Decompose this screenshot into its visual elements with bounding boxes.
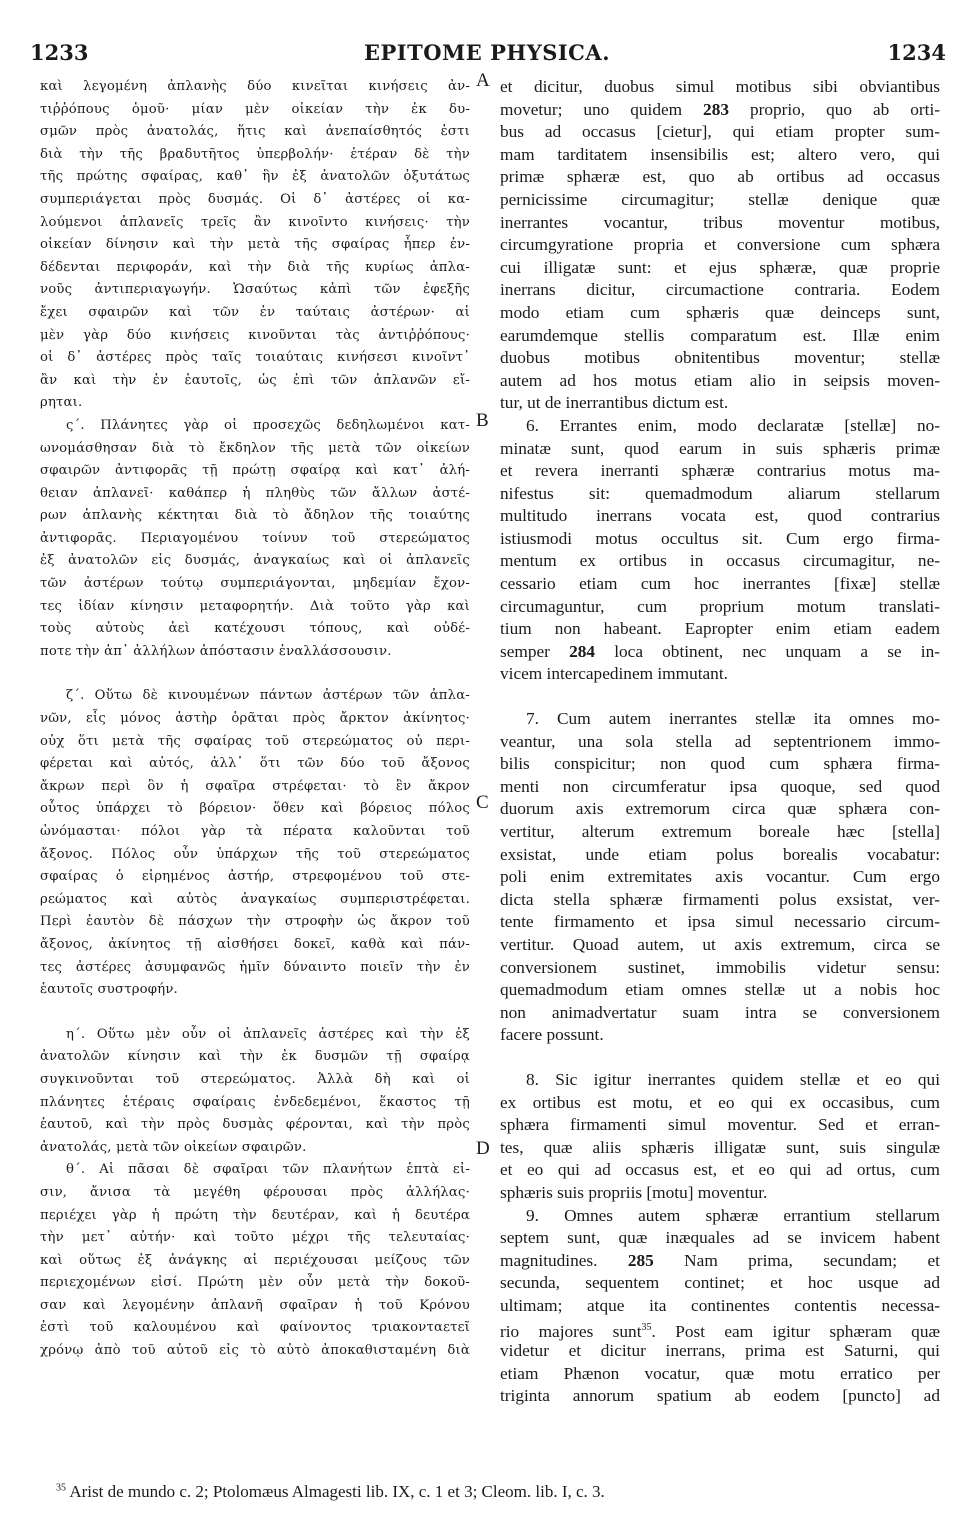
latin-line: duorum axis extremorum circa quæ sphæra con- [500,799,940,819]
latin-line: exsistat, unde etiam polus borealis vocabatur: [500,844,940,864]
latin-text: proprio, quo ab orti- [749,99,940,119]
greek-paragraph-9 [40,1159,470,1362]
column-number: 285 [627,1250,654,1270]
latin-text: Nam prima, secundam; et [684,1250,940,1270]
margin-letter-c: C [476,792,489,813]
greek-line: λούμενοι ἀπλανεῖς τρεῖς ἂν κινοῖντο κινήσεις· τὴν [40,214,470,230]
greek-line: τιῤῥόπους ὁμοῦ· μίαν μὲν οἰκείαν τὴν ἐκ δυ- [40,101,470,117]
greek-line: ἄκρων περὶ ὃν ἡ σφαῖρα στρέφεται· τὸ ἓν ἄκρον [40,778,470,794]
greek-line: σφαιρῶν ἀντιφορᾶς τῇ πρώτῃ σφαίρᾳ καὶ κατ᾽ ἀλή- [40,463,470,479]
greek-line: θειαν ἀπλανεῖ· καθάπερ ἡ πληθὺς τῶν ἄλλων ἀστέ- [40,485,470,501]
greek-line: ἑαυτοῖς συστροφήν. [40,982,178,998]
greek-line: θ΄. Αἱ πᾶσαι δὲ σφαῖραι τῶν πλανήτων ἑπτὰ εἰ- [66,1162,470,1178]
greek-line: χρόνῳ ἀπὸ τοῦ αὐτοῦ εἰς τὸ αὐτὸ ἀποκαθισταμένη διὰ [40,1343,470,1359]
greek-line: τοὺς αὐτοὺς ἀεὶ κατέχουσι τόπους, καὶ οὐδέ- [40,621,470,637]
column-number: 284 [569,641,596,661]
latin-line: quemadmodum etiam omnes stellæ ut a nobis hoc [500,980,940,1000]
latin-line: tur, ut de inerrantibus dictum est. [500,393,729,413]
latin-column [500,76,940,1408]
latin-line [500,99,940,122]
greek-paragraph-1 [40,76,470,415]
greek-line: ς΄. Πλάνητες γὰρ οἱ προσεχῶς δεδηλωμένοι κατ- [66,417,470,433]
latin-line: multitudo inerrans vocata est, quod contrarius [500,506,940,526]
greek-line: ωνομάσθησαν διὰ τὸ ἔκδηλον τῆς μετὰ τῶν οἰκείων [40,440,470,456]
latin-line: vicem intercapedinem immutant. [500,664,728,684]
greek-line: οὗτος ὑπάρχει τὸ βόρειον· ὅθεν καὶ βόρειος πόλος [40,801,470,817]
latin-line: et dicitur, duobus simul motibus sibi obviantibus [500,77,940,96]
latin-line: facere possunt. [500,1025,604,1045]
greek-line: οἱ δ᾽ ἀστέρες πρὸς ταῖς τοιαύταις κινήσεσι κινοῖντ᾽ [40,350,470,366]
greek-paragraph-6 [40,415,470,664]
greek-line: φέρεται καὶ αὐτός, ἀλλ᾽ ὅτι τῶν δύο τοῦ ἄξονος [40,756,470,772]
latin-line: 8. Sic igitur inerrantes quidem stellæ et eo qui [526,1069,940,1089]
latin-line: mentum ex ortibus in occasus circumagitur, ne- [500,551,940,571]
greek-line: η΄. Οὕτω μὲν οὖν οἱ ἀπλανεῖς ἀστέρες καὶ τὴν ἐξ [66,1026,470,1042]
page-number-left: 1233 [30,40,89,65]
greek-line: ἄξονος. Πόλος οὖν ὑπάρχων τῆς τοῦ στερεώματος [40,846,470,862]
greek-line: ἀνατολῶν κίνησιν καὶ τὴν ἐκ δυσμῶν τῇ σφαίρᾳ [40,1049,470,1065]
greek-line: σιν, ἄνισα τὰ μεγέθη φέρουσαι πρὸς ἀλλήλας· [40,1184,470,1200]
footnote-ref[interactable]: 35 [641,1322,652,1334]
running-title: EPITOME PHYSICA. [363,40,611,65]
latin-paragraph-8 [500,1069,940,1205]
greek-line: ἐξ ἀνατολῶν εἰς δυσμάς, ἀναγκαίως καὶ οἱ ἀπλανεῖς [40,553,470,569]
latin-text: loca obtinent, nec unquam a se in- [614,641,940,661]
greek-line: οἰκείαν δίνησιν καὶ τὴν μετὰ τῆς σφαίρας ἧπερ ἐν- [40,237,470,253]
latin-line: septem sunt, quæ inæquales ad se invicem habent [500,1228,940,1248]
greek-line: τες ἀστέρες ἀσυμφανῶς ἡμῖν δύναιντο ποιεῖν τὴν ἐν [40,959,470,975]
latin-line: sphæris suis propriis [motu] moventur. [500,1182,768,1202]
greek-line: σφαίρας ὁ εἰρημένος ἀστήρ, στρεφομένου τοῦ στε- [40,869,470,885]
latin-text: magnitudines. [500,1250,598,1270]
latin-line: videtur et dicitur inerrans, prima est Saturni, qui [500,1341,940,1361]
greek-line: ἄξονος, ἀκίνητος τῇ αἰσθήσει δοκεῖ, καθὰ καὶ πάν- [40,936,470,952]
latin-line: circumgyratione propria et conversione cum sphæra [500,235,940,255]
latin-line: cessario etiam cum hoc inerrantes [fixæ] stellæ [500,574,940,594]
latin-line: vertitur, alterum extremum boreale hæc [stella] [500,822,940,841]
latin-line [500,1250,940,1273]
latin-line: conversionem sustinet, immobilis videtur sensu: [500,957,940,977]
latin-line: tente firmamento et ipsa simul necessario circum- [500,912,940,932]
latin-line: earumdemque stellis comparatum est. Illæ enim [500,325,940,345]
running-header [28,38,946,68]
latin-line: inerrantes vocantur, tribus moventur motibus, [500,212,940,232]
greek-line: τὴν μετ᾽ αὐτήν· καὶ τοῦτο μέχρι τῆς τελευταίας· [40,1230,470,1246]
latin-line: 6. Errantes enim, modo declaratæ [stellæ] no- [526,415,940,435]
greek-paragraph-8 [40,1024,470,1160]
greek-line: Περὶ ἑαυτὸν δὲ πάσχων τὴν στροφὴν ὡς ἄκρον τοῦ [40,914,470,930]
latin-line: modo etiam cum sphæris quæ deinceps sunt, [500,302,940,322]
latin-line: tes, quæ aliis sphæris illigatæ sunt, suis singulæ [500,1137,940,1157]
latin-line: pernicissime circumagitur; stellæ denique quæ [500,189,940,209]
latin-paragraph-1 [500,76,940,415]
latin-line: nifestus sit: quemadmodum aliarum stellarum [500,483,940,503]
latin-paragraph-9 [500,1205,940,1408]
greek-line: ρων ἀπλανὴς κέκτηται διὰ τὸ ἄδηλον τῆς τοιαύτης [40,508,470,524]
greek-line: περιεχομένων εἰσί. Πρώτη μὲν οὖν μετὰ τὴν δοκοῦ- [40,1275,470,1291]
greek-line: ἂν καὶ τὴν ἐν ἑαυτοῖς, ὡς ἐπὶ τῶν ἀπλανῶν εἴ- [40,372,470,388]
latin-line: ex ortibus est motu, et eo qui ex occasibus, cum [500,1092,940,1112]
latin-line: 9. Omnes autem sphæræ errantium stellarum [526,1205,940,1225]
greek-line: ἀντιφορᾶς. Περιαγομένου τοίνυν τοῦ στερεώματος [40,530,470,546]
latin-line: triginta annorum spatium ab eodem [puncto] ad [500,1386,940,1406]
greek-line: ρηται. [40,395,83,411]
greek-line: ἀνατολάς, μετὰ τῶν οἰκείων σφαιρῶν. [40,1139,307,1155]
column-number: 283 [703,99,729,119]
latin-line: veantur, una sola stella ad septentrionem immo- [500,731,940,751]
greek-line: ἐστὶ τοῦ καλουμένου καὶ φαίνοντος τριακονταετεῖ [40,1320,470,1336]
latin-text: semper [500,641,550,661]
latin-text: rio majores sunt [500,1322,642,1342]
latin-line: bilis conspicitur; non quod cum sphæra firma- [500,754,940,774]
latin-line: primæ sphæræ est, quo ab ortibus ad occasus [500,167,940,187]
greek-line: ἔχει σφαιρῶν καὶ τῶν ἐν ταύταις ἀστέρων· αἱ [40,304,470,320]
latin-line: vertitur. Quoad autem, ut axis extremum, circa se [500,934,940,954]
greek-line: πλάνητες ἑτέραις σφαίραις ἐνδεδεμένοι, ἕκαστος τῇ [40,1094,470,1110]
greek-paragraph-7 [40,685,470,1001]
greek-line: σαν καὶ λεγομένην ἀπλανῆ σφαῖραν ἡ τοῦ Κρόνου [40,1297,470,1313]
greek-line: τῆς πρώτης σφαίρας, καθ᾽ ἣν ἐξ ἀνατολῶν ὀξυτάτως [40,169,470,185]
latin-text: . Post eam igitur sphæram quæ [651,1322,940,1342]
latin-line: ultimam; atque ita continentes contentis necessa- [500,1295,940,1315]
greek-line: συμπεριάγεται πρὸς δυσμάς. Οἱ δ᾽ ἀστέρες οἱ κα- [40,191,470,207]
greek-column [40,76,470,1363]
greek-line: ποτε τὴν ἀπ᾽ ἀλλήλων ἀπόστασιν ἐναλλάσσουσιν. [40,643,392,659]
latin-line: poli enim extremitates axis vocantur. Cum ergo [500,867,940,887]
margin-letter-d: D [476,1138,490,1159]
footnote-text: Arist de mundo c. 2; Ptolomæus Almagesti lib. IX, c. 1 et 3; Cleom. lib. I, c. 3. [69,1482,605,1501]
greek-line: ρεώματος καὶ αὐτὸς ἀναγκαίως συμπεριστρέφεται. [40,891,470,907]
greek-line: καὶ οὕτως ἐξ ἀνάγκης αἱ περιέχουσαι μείζους τῶν [40,1252,470,1268]
greek-line: σμῶν πρὸς ἀνατολάς, ἥτις καὶ ἀνεπαίσθητός ἐστι [40,124,470,140]
greek-line: συγκινοῦνται τοῦ στερεώματος. Ἀλλὰ δὴ καὶ οἱ [40,1071,470,1087]
latin-line: sphæra firmamenti simul moventur. Sed et erran- [500,1115,940,1135]
latin-line: et eo qui ad occasus est, et eo qui ad ortus, cum [500,1160,940,1180]
latin-line [500,641,940,664]
latin-text: movetur; uno quidem [500,99,683,119]
footnote [56,1482,936,1502]
latin-line: 7. Cum autem inerrantes stellæ ita omnes mo- [526,709,940,729]
latin-line: inerrans dicitur, circumactione contraria. Eodem [500,280,940,300]
latin-line: duobus motibus obnitentibus moventur; stellæ [500,348,940,368]
latin-line: istiusmodi motus occultus sit. Cum ergo firma- [500,528,940,548]
latin-line: tium non habeant. Eapropter enim etiam eadem [500,619,940,639]
greek-line: τες ἰδίαν κίνησιν μεταφορητήν. Διὰ τοῦτο γὰρ καὶ [40,598,470,614]
latin-line: secunda, sequentem continet; et hoc usque ad [500,1273,940,1293]
footnote-mark: 35 [56,1482,66,1494]
page-number-right: 1234 [887,40,946,65]
greek-line: οὐχ ὅτι μετὰ τῆς σφαίρας τοῦ στερεώματος οὐ περι- [40,733,470,749]
margin-letter-a: A [476,70,490,91]
latin-line: menti non circumferatur ipsa quoque, sed quod [500,776,940,796]
greek-line: τῶν ἀστέρων τούτῳ συμπεριάγονται, μηδεμίαν ἔχον- [40,576,470,592]
greek-line: ζ΄. Οὕτω δὲ κινουμένων πάντων ἀστέρων τῶν ἀπλα- [66,688,470,704]
latin-line: autem ad hos motus etiam alio in seipsis moven- [500,370,940,390]
greek-line: δέδενται περιφοράν, καὶ τὴν διὰ τῆς κυρίως ἀπλα- [40,259,470,275]
latin-line: et revera inerranti sphæræ contrarius motus ma- [500,461,940,481]
latin-line: dicta stella sphæræ firmamenti polus exsistat, ver- [500,889,940,909]
greek-line: διὰ τὴν τῆς βραδυτῆτος ὑπερβολήν· ἑτέραν δὲ τὴν [40,146,470,162]
margin-letter-b: B [476,410,489,431]
greek-line: νοῦς ἀντιπεριαγωγήν. Ὡσαύτως κἀπὶ τῶν ἐφεξῆς [40,282,470,298]
latin-paragraph-6 [500,415,940,686]
latin-line: cui illigatæ sunt: et ejus sphæræ, quæ proprie [500,257,940,277]
latin-line: minatæ sunt, quod earum in suis sphæris primæ [500,438,940,458]
latin-line: mam tarditatem insensibilis est; altero vero, qui [500,144,940,164]
greek-line: ὠνόμασται· πόλοι γὰρ τὰ πέρατα καλοῦνται τοῦ [40,824,470,839]
greek-line: καὶ λεγομένη ἀπλανὴς δύο κινεῖται κινήσεις ἀν- [40,79,470,94]
latin-line: bus ad occasus [cietur], qui etiam propter sum- [500,122,940,142]
latin-line: circumaguntur, cum proprium motum translati- [500,596,940,616]
latin-paragraph-7 [500,708,940,1047]
greek-line: μὲν γὰρ δύο κινήσεις κινοῦνται τὰς ἀντιῤῥόπους· [40,327,470,343]
latin-line: non animadvertatur suam intra se conversionem [500,1002,940,1022]
greek-line: περιέχει γὰρ ἡ πρώτη τὴν δευτέραν, καὶ ἡ δευτέρα [40,1207,470,1223]
greek-line: ἑαυτοῦ, καὶ τὴν πρὸς δυσμὰς φέρονται, καὶ τὴν πρὸς [40,1117,470,1133]
latin-line: etiam Phænon vocatur, quæ motu erratico per [500,1363,940,1383]
latin-line [500,1317,940,1340]
greek-line: νῶν, εἷς μόνος ἀστὴρ ὁρᾶται πρὸς ἄρκτον ἀκίνητος· [40,711,470,727]
